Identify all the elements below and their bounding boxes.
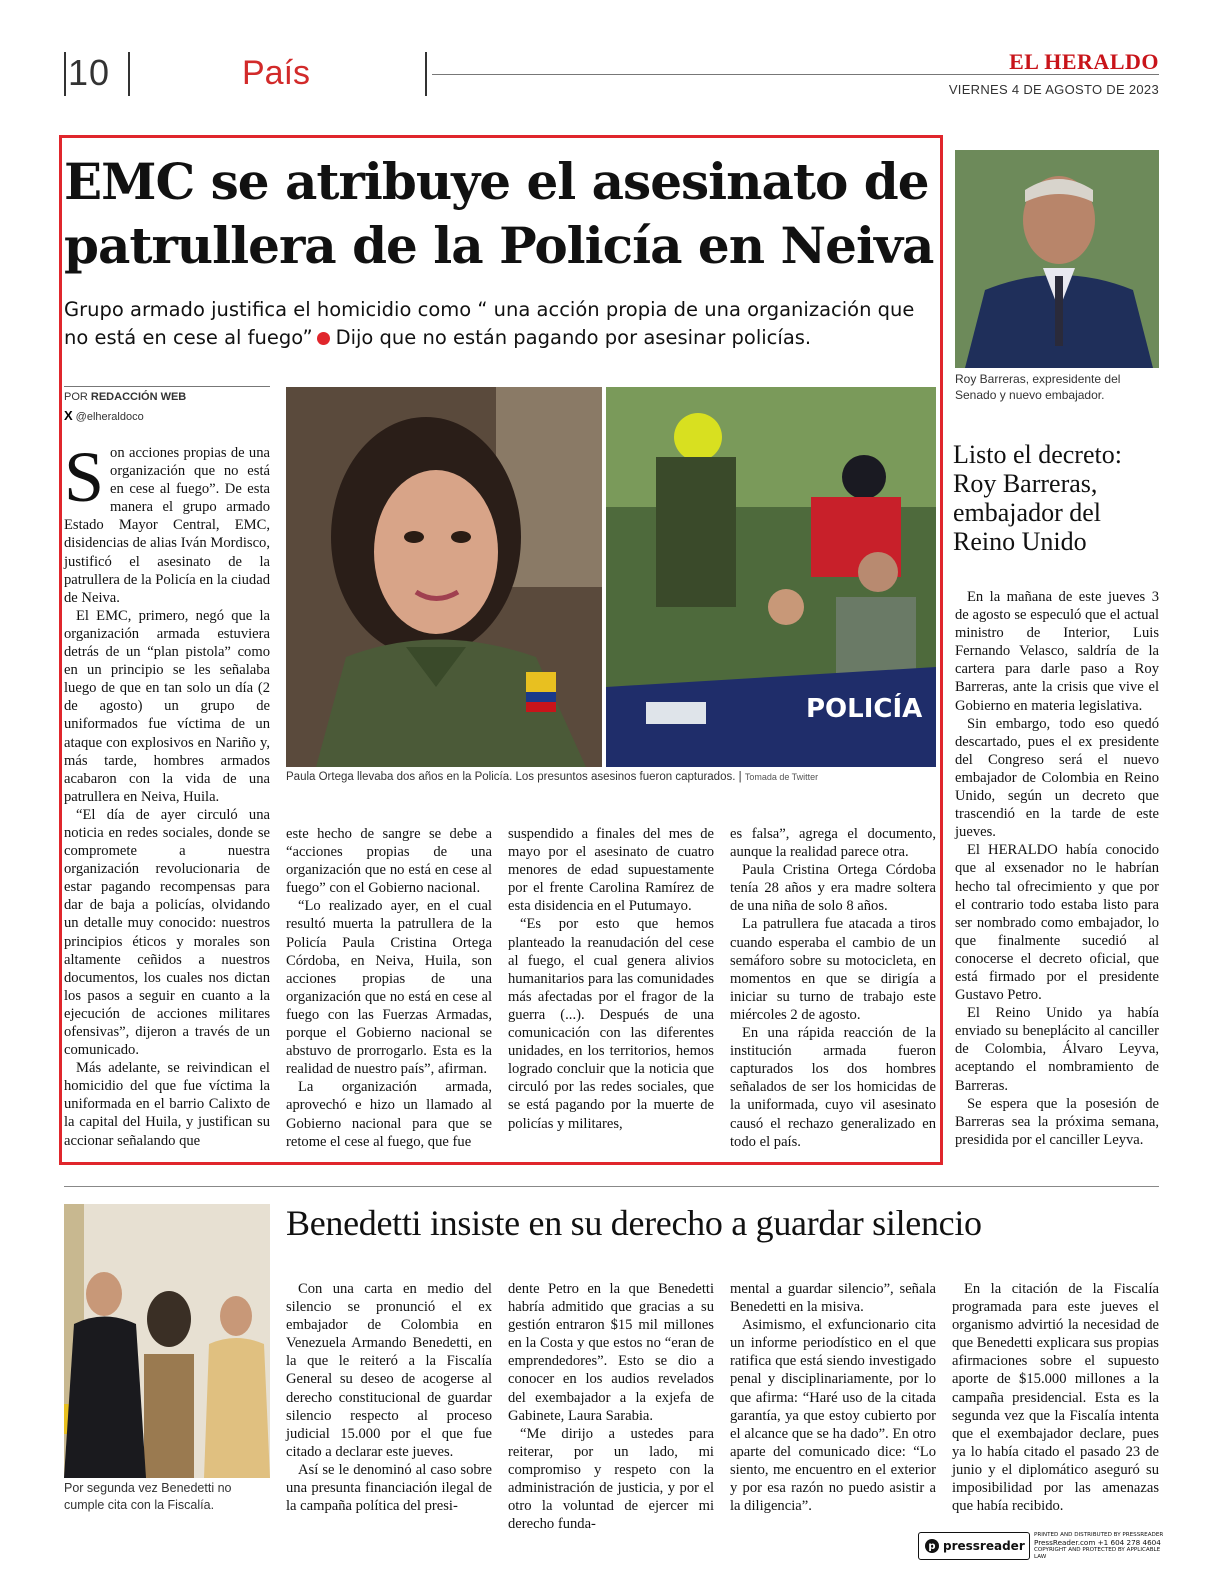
- sidebar-photo-caption: Roy Barreras, expresidente del Senado y nuevo embajador.: [955, 372, 1121, 402]
- dropcap: S: [64, 437, 105, 517]
- benedetti-illustration: [64, 1204, 270, 1478]
- sidebar-headline: Listo el decreto: Roy Barreras, embajador del Reino Unido: [953, 440, 1122, 556]
- notice-line: COPYRIGHT AND PROTECTED BY APPLICABLE LAW: [1034, 1547, 1161, 1560]
- section-label: País: [242, 54, 311, 92]
- bottom-photo-caption: Por segunda vez Benedetti no cumple cita con la Fiscalía.: [64, 1481, 232, 1512]
- arrest-photo: [606, 387, 936, 767]
- social-handle[interactable]: [64, 408, 144, 423]
- byline-rule: [64, 386, 270, 387]
- article-column-3: [508, 825, 714, 1133]
- paragraph: El EMC, primero, negó que la organización armada estuviera detrás de un “plan pistola” como en un principio se les señalaba luego de que en tan solo un día (2 de agosto) un grupo de uniformados fue víctima de un ataque con explosivos en Nariño y, más tarde, hombres armados acabaron con la vida de una patrullera en Neiva, Huila.: [64, 607, 270, 805]
- paragraph: “Lo realizado ayer, en el cual resultó muerta la patrullera de la Policía Paula Cristina Ortega Córdoba, en Neiva, Huila, son acciones propias de una organización que no está en cese al fuego con las Fuerzas Armadas, porque el Gobierno nacional se abstuvo de prorrogarlo. Esta es la realidad de nuestro país”, afirman.: [286, 898, 492, 1078]
- bullet-dot-icon: [317, 332, 330, 345]
- dateline: VIERNES 4 DE AGOSTO DE 2023: [948, 82, 1159, 97]
- pressreader-notice: [1034, 1532, 1164, 1561]
- paragraph: este hecho de sangre se debe a “acciones propias de una organización que no está en cese al fuego” con el Gobierno nacional.: [286, 826, 492, 897]
- divider: [128, 52, 130, 96]
- page-number: 10: [68, 52, 111, 93]
- paragraph: El HERALDO había conocido que al exsenador no le habrían hecho tal ofrecimiento y que por el contrario todo estaba listo para ser nombrado como embajador, lo que finalmente sucedió al conocerse el decreto oficial, que está firmado por el presidente Gustavo Petro.: [955, 842, 1159, 1004]
- officer-photo: [286, 387, 602, 767]
- paragraph: En la citación de la Fiscalía programada para este jueves el organismo advirtió la necesidad de que Benedetti explicara sus propias afirmaciones sobre el supuesto aporte de $15.000 millones a la campaña presidencial. Esta es la segunda vez que la Fiscalía intenta que el exembajador declare, pues ya lo había citado el pasado 23 de junio y el diplomático aseguró su imposibilidad por las amenazas que había recibido.: [952, 1281, 1159, 1515]
- subhead-text: Grupo armado justifica el homicidio como “ una acción propia de una organización que no está en cese al fuego”: [64, 298, 915, 349]
- photo-credit: Tomada de Twitter: [744, 772, 819, 782]
- paragraph: La patrullera fue atacada a tiros cuando esperaba el cambio de un semáforo sobre su motocicleta, en momentos en que se dirigía a iniciar su turno de trabajo este miércoles 2 de agosto.: [730, 916, 936, 1023]
- x-logo-icon: X: [64, 408, 73, 423]
- bottom-headline: Benedetti insiste en su derecho a guardar silencio: [286, 1203, 982, 1243]
- paragraph: Con una carta en medio del silencio se pronunció el ex embajador de Colombia en Venezuela Armando Benedetti, en la que le reiteró a la Fiscalía General su deseo de acogerse al derecho constitucional de guardar silencio respecto al proceso judicial 15.000 por el que fue citado a declarar este jueves.: [286, 1281, 492, 1460]
- pressreader-wordmark: pressreader: [943, 1539, 1025, 1553]
- byline-author: REDACCIÓN WEB: [90, 391, 187, 403]
- paragraph: Se espera que la posesión de Barreras sea la próxima semana, presidida por el canciller Leyva.: [955, 1095, 1159, 1148]
- article-column-2: [286, 825, 492, 1151]
- byline-prefix: POR: [64, 391, 88, 403]
- paragraph: mental a guardar silencio”, señala Benedetti en la misiva.: [730, 1281, 936, 1316]
- byline: [64, 391, 186, 403]
- article-subhead: [64, 296, 944, 352]
- pressreader-logo[interactable]: [918, 1532, 1030, 1560]
- paragraph: es falsa”, agrega el documento, aunque la realidad parece otra.: [730, 826, 936, 861]
- handle-text: @elheraldoco: [75, 411, 144, 423]
- bottom-column-4: [952, 1280, 1159, 1515]
- article-column-4: [730, 825, 936, 1151]
- paragraph: dente Petro en la que Benedetti habría admitido que gracias a su gestión entraron $15 mil millones en la Costa y que estos no “eran de emprendedores”. Esto se dio a conocer en los audios revelados del exembajador a la exjefa de Gabinete, Laura Sarabia.: [508, 1281, 714, 1424]
- article-headline: EMC se atribuye el asesinato de patrullera de la Policía en Neiva: [64, 152, 934, 275]
- article-column-1: [64, 437, 270, 1150]
- paragraph: El Reino Unido ya había enviado su beneplácito al canciller de Colombia, Álvaro Leyva, aceptando el nombramiento de Barreras.: [955, 1005, 1159, 1094]
- paragraph: La organización armada, aprovechó e hizo un llamado al Gobierno nacional para que se retome el cese al fuego, que fue: [286, 1079, 492, 1150]
- notice-line: PressReader.com +1 604 278 4604: [1034, 1538, 1161, 1547]
- benedetti-photo: [64, 1204, 270, 1478]
- section-divider: [64, 1186, 1159, 1187]
- paragraph: En una rápida reacción de la institución armada fueron capturados los dos hombres señalados de ser los homicidas de la uniformada, cuyo vil asesinato causó el rechazo generalizado en todo el país.: [730, 1025, 936, 1150]
- bottom-column-2: [508, 1280, 714, 1533]
- divider: [425, 52, 427, 96]
- police-car-label: POLICÍA: [806, 694, 923, 724]
- pressreader-icon: p: [925, 1539, 939, 1553]
- portrait-illustration: [955, 150, 1159, 368]
- bottom-column-3: [730, 1280, 936, 1515]
- arrest-illustration: [606, 387, 936, 767]
- caption-text: Paula Ortega llevaba dos años en la Policía. Los presuntos asesinos fueron capturados.: [286, 771, 736, 783]
- paragraph: Más adelante, se reivindican el homicidio del que fue víctima la uniformada en el barrio Calixto de la capital del Huila, y justifican su accionar señalando que: [64, 1060, 270, 1149]
- paragraph: Paula Cristina Ortega Córdoba tenía 28 años y era madre soltera de una niña de solo 8 años.: [730, 862, 936, 915]
- paragraph: suspendido a finales del mes de mayo por el asesinato de cuatro menores de edad supuestamente por el frente Carolina Ramírez de esta disidencia en el Putumayo.: [508, 826, 714, 915]
- divider: [64, 52, 66, 96]
- paragraph: “Me dirijo a ustedes para reiterar, por un lado, mi compromiso y respeto con la administración de justicia, y por el otro la voluntad de ejercer mi derecho funda-: [508, 1425, 714, 1533]
- paragraph: Sin embargo, todo eso quedó descartado, pues el ex presidente del Congreso será el nuevo embajador de Colombia en Reino Unido, según un decreto que trascendió en la tarde de este jueves.: [955, 715, 1159, 841]
- paragraph: Así se le denominó al caso sobre una presunta financiación ilegal de la campaña política del presi-: [286, 1461, 492, 1515]
- roy-barreras-photo: [955, 150, 1159, 368]
- subhead-text-2: Dijo que no están pagando por asesinar policías.: [335, 326, 812, 349]
- paragraph: on acciones propias de una organización que no está en cese al fuego”. De esta manera el grupo armado Estado Mayor Central, EMC, disidencias de alias Iván Mordisco, justificó el asesinato de la patrullera de la Policía en la ciudad de Neiva.: [64, 445, 270, 606]
- notice-line: PRINTED AND DISTRIBUTED BY PRESSREADER: [1034, 1532, 1164, 1538]
- bottom-column-1: [286, 1280, 492, 1515]
- paragraph: En la mañana de este jueves 3 de agosto se especuló que el actual ministro de Interior, Luis Fernando Velasco, saldría de la cartera para darle paso a Roy Barreras, ante la crisis que vive el Gobierno en materia legislativa.: [955, 589, 1159, 714]
- sidebar-body: [955, 588, 1159, 1149]
- paragraph: Asimismo, el exfuncionario cita un informe periodístico en el que ratifica que está siendo investigado penal y disciplinariamente, por lo que afirma: “Haré uso de la citada garantía, ya que estoy cubierto por el alcance que se ha dado”. En otro aparte del comunicado dice: “Lo siento, me encuentro en el exterior y por esa razón no puedo asistir a la diligencia”.: [730, 1317, 936, 1515]
- paragraph: “El día de ayer circuló una noticia en redes sociales, donde se compromete a nuestra organización revolucionaria de estar pagando recompensas para dar de baja a policías, olvidando un detalle muy conocido: nuestros principios éticos y morales son altamente ceñidos a nuestros documentos, los cuales nos dictan los pasos a seguir en cuanto a la ejecución de acciones militares ofensivas”, dijeron a través de un comunicado.: [64, 806, 270, 1059]
- officer-illustration: [286, 387, 602, 767]
- masthead-logo: EL HERALDO: [1009, 49, 1159, 74]
- paragraph: “Es por esto que hemos planteado la reanudación del cese al fuego, el cual genera alivios humanitarios para las comunidades más afectadas por el fragor de la guerra (...). Después de una comunicación con las diferentes unidades, en los territorios, hemos logrado concluir que la noticia que circuló por las redes sociales, que se está pagando por la muerte de policías y militares,: [508, 916, 714, 1132]
- photo-caption: Paula Ortega llevaba dos años en la Policía. Los presuntos asesinos fueron capturados. | Tomada de Twitter: [286, 771, 819, 783]
